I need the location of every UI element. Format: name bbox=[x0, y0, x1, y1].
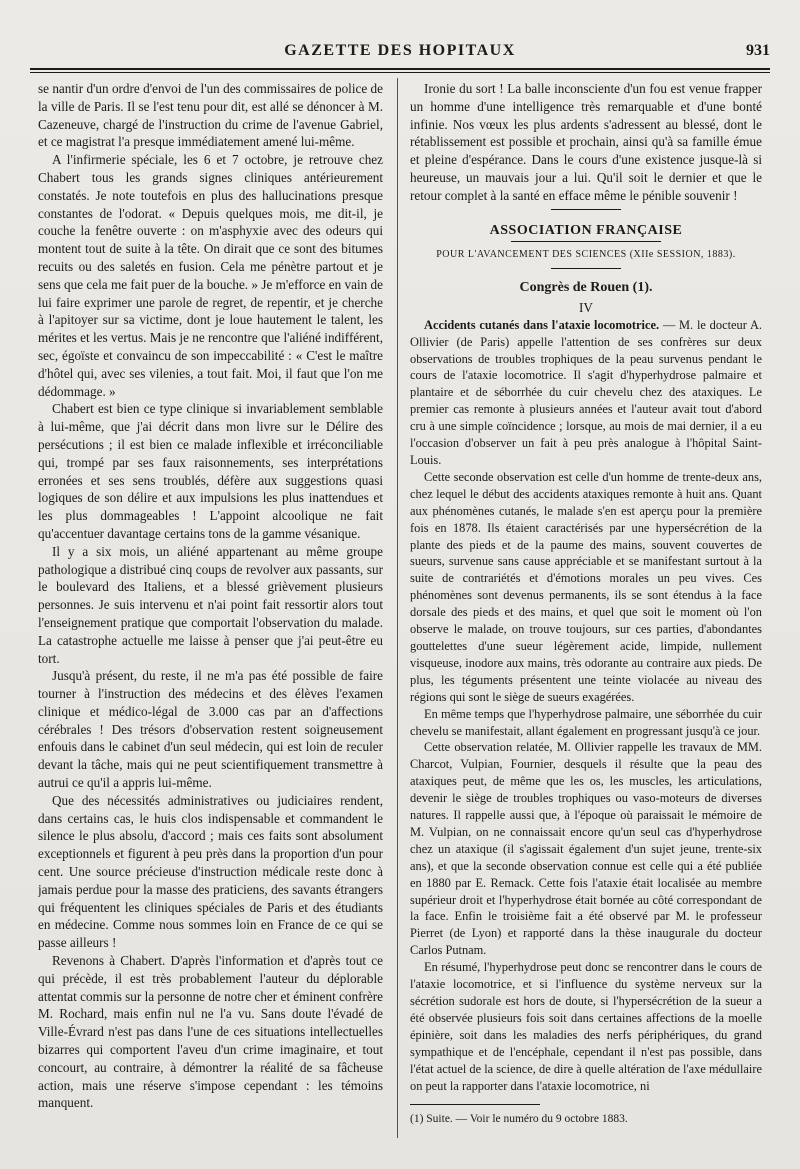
footnote-rule bbox=[410, 1104, 540, 1105]
page-number: 931 bbox=[746, 42, 770, 59]
header-rule-thin bbox=[30, 72, 770, 73]
title-rule bbox=[511, 241, 661, 242]
paragraph: Ironie du sort ! La balle inconsciente d'un fou est venue frapper un homme d'une intelligence très remarquable et d'une bonté infinie. Nos vœux les plus ardents s'adressent au blessé, dont le rétablissement est possible et prochain, ainsi qu'à sa famille émue et pleine d'espérance. Dans le cours d'une existence jusque-là si heureuse, un mauvais jour a lui. Qu'il soit le dernier et que le retour complet à la santé en efface même le pénible souvenir ! bbox=[410, 81, 762, 203]
paragraph: se nantir d'un ordre d'envoi de l'un des commissaires de police de la ville de Paris. Il se l'est tenu pour dit, est allé se dénoncer à M. Cazeneuve, chargé de l'instruction du crime de l'avenue Gabriel, et ce magistrat l'a presque immédiatement amené lui-même. bbox=[38, 81, 383, 150]
paragraph: Revenons à Chabert. D'après l'information et d'après tout ce qui précède, il est très probablement l'auteur du déplorable attentat commis sur la personne de notre cher et éminent confrère M. Rochard, mais enfin nul ne l'a vu. Sans doute l'évadé de Ville-Évrard n'est pas dans l'une de ces situations intellectuelles bizarres qui comportent l'aveu d'un crime imaginaire, et tout concourt, au contraire, à démontrer la réalité de sa fâcheuse action, mais une réserve s'impose cependant : les témoins manquent. bbox=[38, 953, 383, 1111]
right-column bbox=[410, 80, 762, 1140]
journal-title: GAZETTE DES HOPITAUX bbox=[284, 42, 516, 59]
association-title: ASSOCIATION FRANÇAISE bbox=[489, 222, 683, 238]
section-separator bbox=[551, 209, 621, 210]
paragraph: Chabert est bien ce type clinique si invariablement semblable à lui-même, que j'ai décrit dans mon livre sur le Délire des persécutions ; il est bien ce malade inflexible et irréconciliable qui, trompé par ses faux raisonnements, ses interprétations erronées et ses sens troublés, défère aux suggestions quasi logiques de son délire et aux impulsions les plus inattendues et les plus dommageables ! L'appoint alcoolique ne fait qu'accentuer davantage certains tons de la gamme vésanique. bbox=[38, 401, 383, 541]
paragraph: En même temps que l'hyperhydrose palmaire, une séborrhée du cuir chevelu se manifestait, allant également en progressant jusqu'à ce jour. bbox=[410, 706, 762, 738]
paragraph: En résumé, l'hyperhydrose peut donc se rencontrer dans le cours de l'ataxie locomotrice, et si l'influence du système nerveux sur la sécrétion sudorale est hors de doute, si l'hypersécrétion de la sueur a été observée plusieurs fois soit dans certaines affections de la moelle épinière, soit dans les maladies des nerfs périphériques, du grand sympathique et de l'encéphale, cependant il n'est pas possible, dans l'état actuel de la science, de dire à quelle altération de l'axe médullaire on peut la rapporter dans l'ataxie locomotrice, ni bbox=[410, 960, 762, 1093]
article-title: Accidents cutanés dans l'ataxie locomotrice. bbox=[424, 317, 660, 332]
left-column bbox=[38, 80, 383, 1140]
paragraph: Jusqu'à présent, du reste, il ne m'a pas été possible de faire tourner à l'instruction des médecins et des élèves l'examen clinique et médico-légal de 3.000 cas par an d'affections cérébrales ! Des trésors d'observation restent soigneusement enfouis dans le cabinet d'un seul médecin, qui est loin de reculer devant la tâche, mais qui ne peut scientifiquement transmettre à autrui ce qu'il a appris lui-même. bbox=[38, 668, 383, 791]
association-subtitle: POUR L'AVANCEMENT DES SCIENCES (XIIe SESSION, 1883). bbox=[436, 249, 736, 261]
footnote: (1) Suite. — Voir le numéro du 9 octobre 1883. bbox=[410, 1113, 628, 1126]
subtitle-rule bbox=[551, 268, 621, 269]
header-rule bbox=[30, 68, 770, 70]
paragraph: Cette observation relatée, M. Ollivier rappelle les travaux de MM. Charcot, Vulpian, Fournier, desquels il résulte que la peau des ataxiques peut, de même que les os, les muscles, les articulations, devenir le siège de troubles trophiques ou vaso-moteurs de diverses natures. Il rappelle aussi que, à l'époque où paraissait le mémoire de M. Vulpian, on ne connaissait encore qu'un seul cas d'hyperhydrose chez un ataxique (il s'agissait également d'un sujet jeune, trente-six ans), et que la seconde observation connue est celle qui a été publiée en 1880 par E. Remack. Cette fois l'ataxie était localisée au membre supérieur droit et l'hyperhydrose était bornée au côté correspondant de la face. Enfin le troisième fait a été observé par M. le professeur Pierret (de Lyon) et rapporté dans la thèse inaugurale du docteur Carlos Putnam. bbox=[410, 740, 762, 958]
article-first-paragraph: — M. le docteur A. Ollivier (de Paris) appelle l'attention de ses confrères sur deux observations de troubles trophiques de la peau survenus pendant le cours de l'ataxie locomotrice. Il s'agit d'hyperhydrose palmaire et plantaire et de séborrhée du cuir chevelu chez des ataxiques. Le premier cas remonte à plusieurs années et l'auteur avait tout d'abord cru à une simple coïncidence ; lorsque, au mois de mai dernier, il a eu l'occasion d'observer un fait à peu près analogue à l'hôpital Saint-Louis. bbox=[410, 317, 762, 468]
section-number: IV bbox=[579, 299, 593, 315]
page-header bbox=[30, 38, 770, 68]
congres-title: Congrès de Rouen (1). bbox=[519, 280, 653, 296]
paragraph: Il y a six mois, un aliéné appartenant au même groupe pathologique a distribué cinq coups de revolver aux passants, sur le boulevard des Italiens, et a blessé grièvement plusieurs personnes. Je suis intervenu et n'ai point fait ressortir alors tout l'enseignement pratique que comportait l'observation du malade. La catastrophe actuelle me laisse à penser que j'ai peut-être eu tort. bbox=[38, 543, 383, 666]
column-divider bbox=[397, 78, 398, 1138]
paragraph: Que des nécessités administratives ou judiciaires rendent, dans certains cas, le huis clos indispensable et commandent le silence le plus absolu, d'accord ; mais ces faits sont absolument exceptionnels et figurent à peu près dans la proportion d'un pour cent. Une source précieuse d'instruction médicale reste donc à jamais perdue pour la masse des praticiens, des savants étrangers qui fréquentent les cliniques spéciales de Paris et des étudiants en médecine. Comme nous sommes loin en France de ce qui se passe ailleurs ! bbox=[38, 792, 383, 951]
paragraph: A l'infirmerie spéciale, les 6 et 7 octobre, je retrouve chez Chabert tous les grands signes cliniques antérieurement constatés. Je note toutefois en plus des hallucinations presque constantes de l'odorat. « Depuis quelques mois, me dit-il, je couche la fenêtre ouverte : on m'asphyxie avec des odeurs qui montent tout de suite à la tête. On dirait que ce sont des bitumes recuits ou des saletés en fusion. Cela me pénètre partout et je sens que cela me fait puer de la bouche. » Je m'efforce en vain de lui faire exprimer une parole de regret, de repentir, et je cherche à l'apitoyer sur sa victime, dont je loue hautement le talent, les mérites et les vertus. Mais je ne rencontre que l'aliéné indifférent, sec, égoïste et convaincu de son impeccabilité : « C'est le maître d'hôtel qui, avec ses vilenies, a tout fait. Moi, il faut que l'on me dédommage. » bbox=[38, 152, 383, 399]
paragraph: Cette seconde observation est celle d'un homme de trente-deux ans, chez lequel le début des accidents ataxiques remonte à huit ans. Quant aux phénomènes cutanés, le malade s'en est aperçu pour la première fois en 1878. Ils étaient caractérisés par une hypersécrétion de la plante des pieds et de la paume des mains, souvent couvertes de sueurs, survenue sans cause appréciable et se manifestant surtout à la suite de contrariétés et d'émotions morales un peu vives. Ces phénomènes sont devenus permanents, ils se sont étendus à la face dorsale des pieds et des mains, et quel que soit le moment où l'on observe le malade, on trouve toujours, sur ces parties, d'abondantes gouttelettes d'une sueur légèrement acide, limpide, nullement visqueuse, inodore aux mains, très odorante au contraire aux pieds. De plus, les téguments présentent une teinte violacée au niveau des régions qui sont le siège de sueurs exagérées. bbox=[410, 469, 762, 704]
